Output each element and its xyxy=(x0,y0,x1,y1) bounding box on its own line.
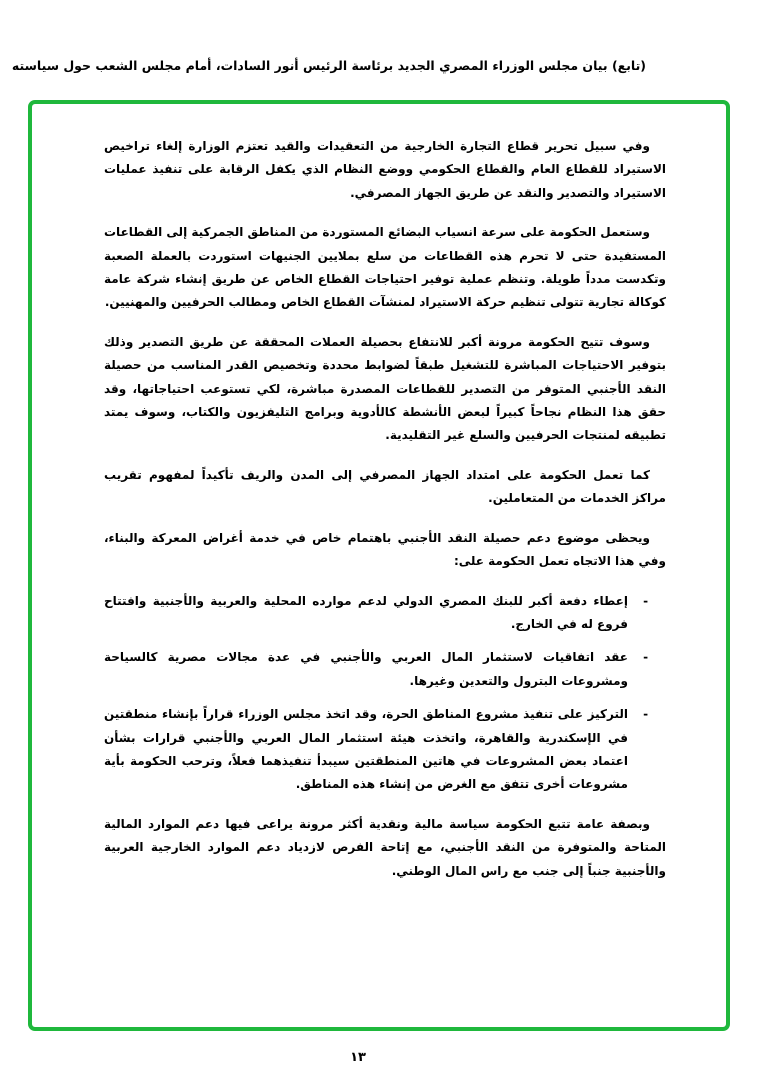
paragraph-monetary-policy: وبصفة عامة تتبع الحكومة سياسة مالية ونقدية أكثر مرونة يراعى فيها دعم الموارد المالية المتاحة والمتوفرة من النقد الأجنبي، مع إتاحة الفرص لازدياد دعم الموارد الخارجية العربية والأجنبية جنباً إلى جنب مع راس المال الوطني. xyxy=(104,816,666,878)
paragraph-customs-goods-flow: وستعمل الحكومة على سرعة انسياب البضائع المستوردة من المناطق الجمركية إلى القطاعات المستفيدة حتى لا تحرم هذه القطاعات من سلع بملايين الجنيهات استوردت بالعملة الصعبة وتكدست مدداً طويلة. وتنظم عملية توفير احتياجات القطاع الخاص عن طريق إنشاء شركة عامة كوكالة تجارية تتولى تنظيم حركة الاستيراد لمنشآت القطاع الخاص ومطالب الحرفيين والمهنيين. xyxy=(104,225,666,310)
list-item xyxy=(104,703,666,797)
page-title: (تابع) بيان مجلس الوزراء المصري الجديد برئاسة الرئيس أنور السادات، أمام مجلس الشعب حول سياسته xyxy=(11,58,646,73)
list-dash-marker: - xyxy=(643,593,648,608)
list-item-text: إعطاء دفعة أكبر للبنك المصري الدولي لدعم موارده المحلية والعربية والأجنبية وافتتاح فروع له في الخارج. xyxy=(104,593,628,631)
list-dash-marker: - xyxy=(643,650,648,665)
page-number: ١٣ xyxy=(350,1050,366,1065)
list-dash-marker: - xyxy=(643,707,648,722)
list-item-text: التركيز على تنفيذ مشروع المناطق الحرة، وقد اتخذ مجلس الوزراء قراراً بإنشاء منطقتين في الإسكندرية والقاهرة، واتخذت هيئة استثمار المال العربي والأجنبي قرارات بشأن اعتماد بعض المشروعات في هاتين المنطقتين سيبدأ تنفيذهما فعلاً، وترحب الحكومة بأية مشروعات أخرى تتفق مع الغرض من إنشاء هذه المناطق. xyxy=(104,707,628,792)
list-item xyxy=(104,646,666,693)
page-header xyxy=(11,56,646,76)
government-actions-list xyxy=(104,590,666,797)
paragraph-trade-liberalization: وفي سبيل تحرير قطاع التجارة الخارجية من التعقيدات والقيد تعتزم الوزارة إلغاء تراخيص الاستيراد للقطاع العام والقطاع الحكومي ووضع النظام الذي يكفل الرقابة على تنفيذ عمليات الاستيراد والتصدير والنقد عن طريق الجهاز المصرفي. xyxy=(104,139,666,200)
list-item-text: عقد اتفاقيات لاستثمار المال العربي والأجنبي في عدة مجالات مصرية كالسياحة ومشروعات البترول والتعدين وغيرها. xyxy=(104,650,628,688)
paragraph-banking-expansion: كما تعمل الحكومة على امتداد الجهاز المصرفي إلى المدن والريف تأكيداً لمفهوم تقريب مراكز الخدمات من المتعاملين. xyxy=(104,467,666,506)
paragraph-export-flexibility: وسوف تتيح الحكومة مرونة أكبر للانتفاع بحصيلة العملات المحققة عن طريق التصدير وذلك بتوفير الاحتياجات المباشرة للتشغيل طبقاً لضوابط محددة وتخصيص القدر المناسب من حصيلة النقد الأجنبي المتوفر من التصدير للقطاعات المصدرة مباشرة، لكي تستوعب احتياجاتها، وقد حقق هذا النظام نجاحاً كبيراً لبعض الأنشطة كالأدوية وبرامج التليفزيون والكتاب، وسوف يمتد تطبيقه لمنتجات الحرفيين والسلع غير التقليدية. xyxy=(104,334,666,443)
list-item xyxy=(104,590,666,637)
paragraph-list-intro: ويحظى موضوع دعم حصيلة النقد الأجنبي باهتمام خاص في خدمة أغراض المعركة والبناء، وفي هذا الاتجاه تعمل الحكومة على: xyxy=(104,530,666,569)
document-body xyxy=(104,135,666,899)
